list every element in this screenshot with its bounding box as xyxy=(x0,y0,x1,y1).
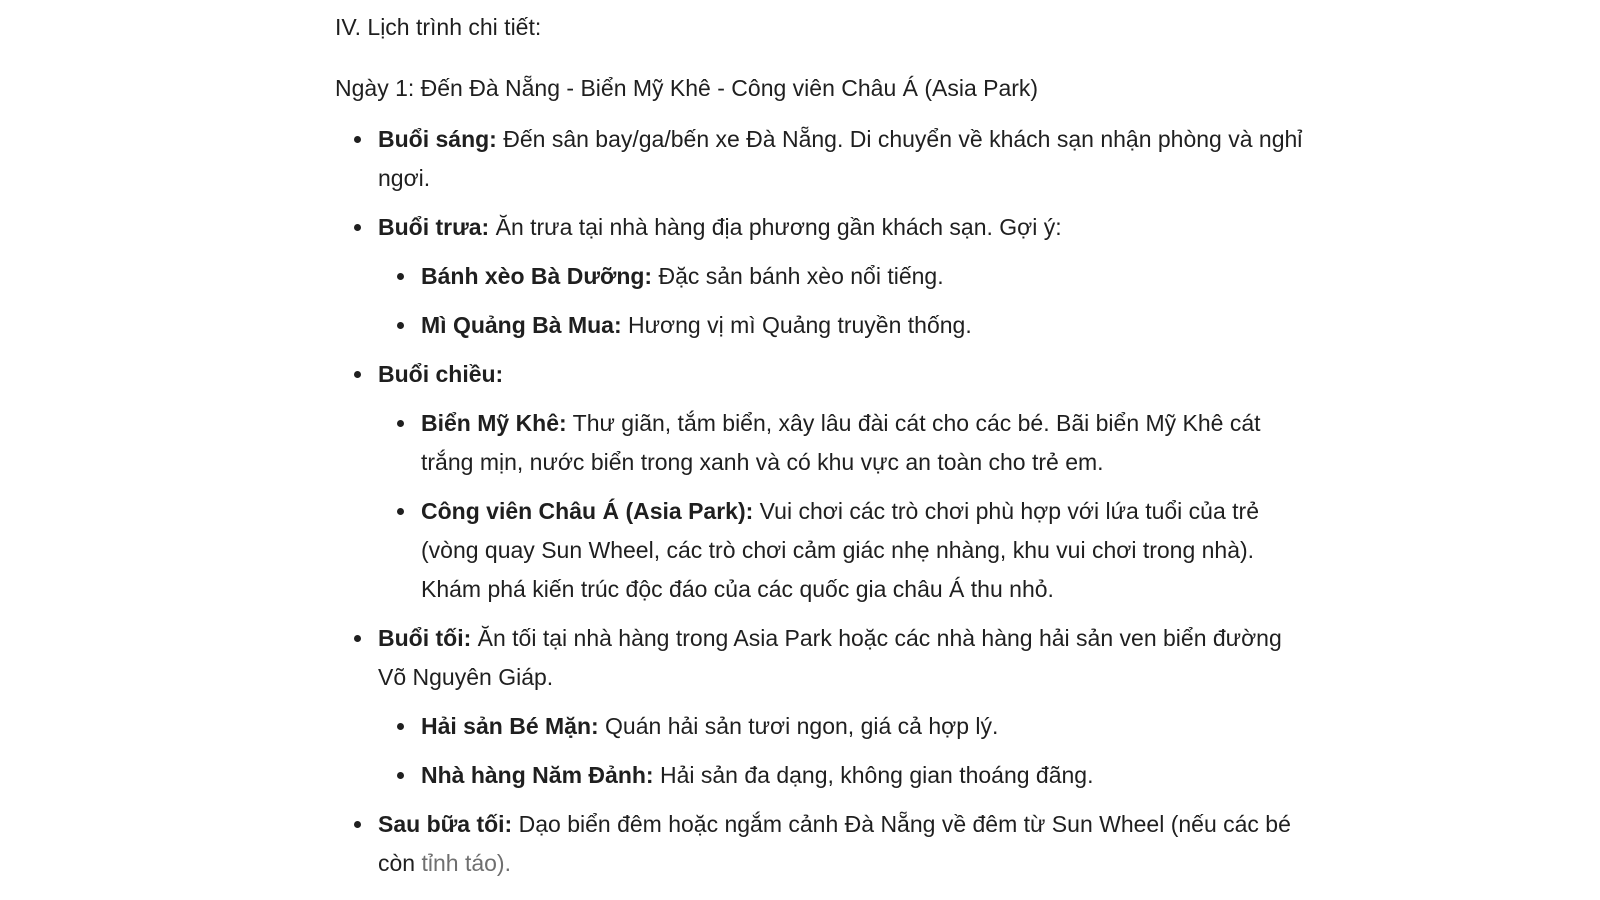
day-1-schedule-list xyxy=(335,120,1315,893)
afternoon-activities-list xyxy=(378,404,1315,609)
list-item-evening xyxy=(378,619,1315,795)
evening-restaurants-list xyxy=(378,707,1315,795)
lunch-suggestions-list xyxy=(378,257,1315,345)
list-item xyxy=(421,404,1315,482)
item-text: Thư giãn, tắm biển, xây lâu đài cát cho các bé. Bãi biển Mỹ Khê cát trắng mịn, nước biển trong xanh và có khu vực an toàn cho trẻ em. xyxy=(421,410,1261,475)
list-item-after-dinner xyxy=(378,805,1315,883)
day-1-heading: Ngày 1: Đến Đà Nẵng - Biển Mỹ Khê - Công viên Châu Á (Asia Park) xyxy=(335,75,1039,101)
item-label: Buổi tối: xyxy=(378,625,472,651)
item-label: Mì Quảng Bà Mua: xyxy=(421,312,622,338)
list-item-lunch xyxy=(378,208,1315,345)
item-text-faded: tỉnh táo). xyxy=(421,850,511,876)
item-label: Buổi sáng: xyxy=(378,126,497,152)
item-label: Nhà hàng Năm Đảnh: xyxy=(421,762,654,788)
item-label: Công viên Châu Á (Asia Park): xyxy=(421,498,754,524)
item-label: Biển Mỹ Khê: xyxy=(421,410,567,436)
list-item xyxy=(421,257,1315,296)
section-heading: IV. Lịch trình chi tiết: xyxy=(335,14,542,40)
item-label: Hải sản Bé Mặn: xyxy=(421,713,599,739)
item-text: Ăn trưa tại nhà hàng địa phương gần khách sạn. Gợi ý: xyxy=(489,214,1062,240)
item-label: Bánh xèo Bà Dưỡng: xyxy=(421,263,653,289)
list-item-morning xyxy=(378,120,1315,198)
item-text: Quán hải sản tươi ngon, giá cả hợp lý. xyxy=(598,713,999,739)
item-text: Hải sản đa dạng, không gian thoáng đãng. xyxy=(653,762,1094,788)
item-text: Dạo biển đêm hoặc ngắm cảnh Đà Nẵng về đêm từ Sun Wheel (nếu các bé còn xyxy=(378,811,1291,876)
item-text: Ăn tối tại nhà hàng trong Asia Park hoặc các nhà hàng hải sản ven biển đường Võ Nguyên Giáp. xyxy=(378,625,1282,690)
item-label: Buổi chiều: xyxy=(378,361,504,387)
item-text: Đến sân bay/ga/bến xe Đà Nẵng. Di chuyển về khách sạn nhận phòng và nghỉ ngơi. xyxy=(378,126,1303,191)
list-item xyxy=(421,707,1315,746)
list-item-afternoon xyxy=(378,355,1315,609)
item-text: Vui chơi các trò chơi phù hợp với lứa tuổi của trẻ (vòng quay Sun Wheel, các trò chơi cảm giác nhẹ nhàng, khu vui chơi trong nhà). Khám phá kiến trúc độc đáo của các quốc gia châu Á thu nhỏ. xyxy=(421,498,1259,602)
item-text: Hương vị mì Quảng truyền thống. xyxy=(621,312,972,338)
item-label: Sau bữa tối: xyxy=(378,811,513,837)
item-label: Buổi trưa: xyxy=(378,214,490,240)
list-item xyxy=(421,492,1315,609)
list-item xyxy=(421,756,1315,795)
item-text: Đặc sản bánh xèo nổi tiếng. xyxy=(652,263,944,289)
list-item xyxy=(421,306,1315,345)
